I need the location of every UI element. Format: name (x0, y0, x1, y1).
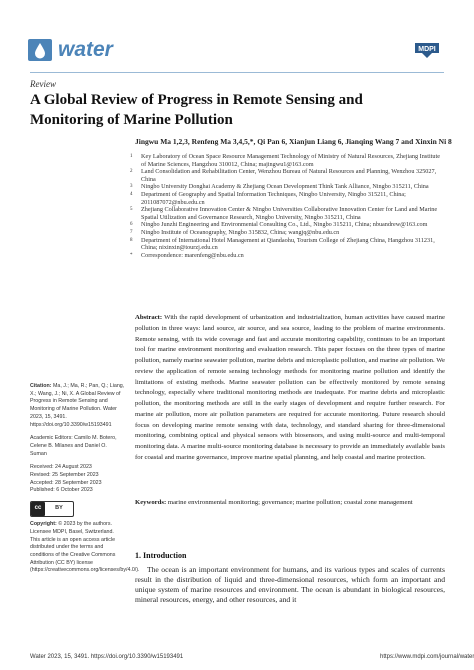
footer-journal-link[interactable]: https://www.mdpi.com/journal/water (380, 654, 474, 660)
mdpi-logo (412, 41, 442, 59)
affiliations (130, 153, 445, 259)
academic-editors: Academic Editors: Camilo M. Botero, Celene B. Milanes and Daniel O. Suman (30, 435, 117, 457)
affiliation-item: 6 Ningbo Junzhi Engineering and Environmental Consulting Co., Ltd., Ningbo 315211, China; nbuandrew@163.com (130, 221, 428, 229)
journal-logo-icon (28, 39, 52, 61)
affiliation-item: 4 Department of Geography and Spatial Information Techniques, Ningbo University, Ningbo 315211, China; 2011087072@nbu.edu.cn (130, 190, 406, 206)
article-title-line-2: Monitoring of Marine Pollution (30, 112, 233, 128)
header-divider (30, 72, 444, 73)
affiliation-item: 2 Land Consolidation and Rehabilitation Center, Wenzhou Bureau of Natural Resources and Planning, Wenzhou 325027, China (130, 168, 437, 183)
journal-name: water (58, 38, 113, 61)
copyright: Copyright: © 2023 by the authors. Licensee MDPI, Basel, Switzerland. This article is an open access article distributed under the terms and conditions of the Creative Commons Attribution (CC BY) license (https://creativecommons.org/licenses/by/4.0/). (30, 521, 140, 574)
keywords-label: Keywords: (135, 499, 167, 506)
footer-citation[interactable]: Water 2023, 15, 3491. https://doi.org/10.3390/w15193491 (30, 654, 184, 660)
article-type: Review (30, 79, 56, 89)
mdpi-logo-text: MDPI (418, 46, 436, 53)
affiliation-item: 5 Zhejiang Collaborative Innovation Center & Ningbo Universities Collaborative Innovation Center for Land and Marine Spatial Utilization and Governance Research, Ningbo University, Ningbo 315211, China (130, 206, 438, 221)
correspondence: * Correspondence: marenfeng@nbu.edu.cn (130, 251, 244, 259)
by-icon: BY (55, 505, 63, 512)
abstract-text: With the rapid development of urbanization and industrialization, human activities have caused marine pollution in three ways: land source, air source, and sea source, leading to the problem of marine environments. Remote sensing, with its wide coverage and fast and accurate monitoring capability, continues to be an important tool for marine environment monitoring and evaluation research. This paper focuses on the three types of marine pollution, namely marine seawater pollution, marine debris and microplastic pollution, and marine air pollution. We review the application of remote sensing technology methods for monitoring marine pollution and identify the limitations of existing methods. Marine seawater pollution can be effectively monitored by remote sensing technology, especially where traditional monitoring methods are inadequate. For marine debris and microplastic pollution, the monitoring methods are still in the early stages of development and require further research. For marine air pollution, more air pollution parameters are required for accurate monitoring. Future research should focus on developing marine remote sensing with data, technology, and standard sharing for three-dimensional monitoring, combining optical and physical sensors with biosensors, and using multi-source and multi-temporal monitoring data. A marine multi-source monitoring database is necessary to provide an immediately available basis for coastal and marine governance, improve marine spatial planning, and help coastal and marine protection. (135, 314, 445, 461)
affiliation-item: 1 Key Laboratory of Ocean Space Resource Management Technology of Ministry of Natural Resources, Zhejiang Institute of Marine Sciences, Hangzhou 310012, China; majingwu1@163.com (130, 153, 440, 168)
accepted-date: Accepted: 28 September 2023 (30, 479, 102, 486)
affiliation-item: 8 Department of International Hotel Management at Qiandaohu, Tourism College of Zhejiang China, Hangzhou 311231, China; nixinxin@tourzj.edu.cn (130, 236, 435, 252)
revised-date: Revised: 25 September 2023 (30, 472, 99, 479)
abstract (135, 313, 445, 464)
abstract-label: Abstract: (135, 314, 163, 321)
intro-paragraph: The ocean is an important environment for humans, and its various types and scales of currents result in the distribution of liquid and three-dimensional resources, which form an important and unique system of marine resources and environment. The ocean is abundant in biological resources, mineral resources, energy, and other resources, and it (135, 565, 445, 604)
keywords-text: marine environmental monitoring; governance; marine pollution; coastal zone management (167, 499, 413, 506)
affiliation-item: 3 Ningbo University Donghai Academy & Zhejiang Ocean Development Think Tank Alliance, Ningbo 315211, China (130, 183, 429, 191)
article-sidebar (30, 383, 140, 581)
cc-by-license-icon[interactable] (30, 501, 74, 517)
article-title-line-1: A Global Review of Progress in Remote Sensing and (30, 92, 363, 108)
publication-dates (30, 464, 125, 495)
published-date: Published: 6 October 2023 (30, 487, 93, 494)
affiliation-item: 7 Ningbo Institute of Oceanography, Ningbo 315832, China; wangjq@nbu.edu.cn (130, 228, 340, 236)
author-list: Jingwu Ma 1,2,3, Renfeng Ma 3,4,5,*, Qi Pan 6, Xianjun Liang 6, Jianqing Wang 7 and Xinxin Ni 8 (135, 137, 452, 146)
keywords (135, 498, 445, 508)
cc-icon: cc (31, 502, 45, 516)
received-date: Received: 24 August 2023 (30, 464, 92, 471)
intro-heading: 1. Introduction (135, 551, 187, 560)
citation: Citation: Ma, J.; Ma, R.; Pan, Q.; Liang, X.; Wang, J.; Ni, X. A Global Review of Progress in Remote Sensing and Monitoring of Marine Pollution. Water 2023, 15, 3491. https://doi.org/10.3390/w15193491 (30, 383, 125, 428)
